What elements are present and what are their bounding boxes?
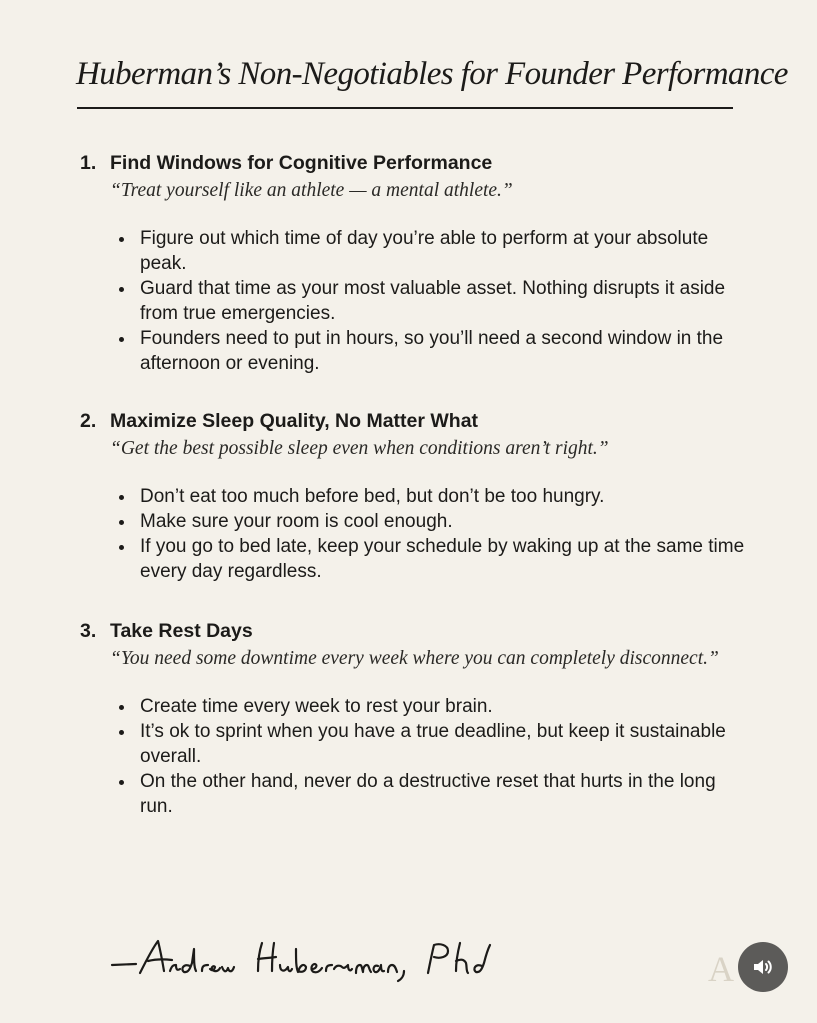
bullet-item bbox=[118, 226, 748, 276]
section-quote: “You need some downtime every week where you can completely disconnect.” bbox=[110, 648, 719, 669]
section-title: Find Windows for Cognitive Performance bbox=[110, 152, 493, 174]
bullet-text: Make sure your room is cool enough. bbox=[140, 511, 453, 532]
bullet-item bbox=[118, 484, 748, 509]
bullet-dot bbox=[119, 237, 124, 242]
bullet-text: Guard that time as your most valuable asset. Nothing disrupts it aside from true emergencies. bbox=[140, 278, 726, 324]
bullet-list bbox=[118, 694, 748, 819]
page-title: Huberman’s Non-Negotiables for Founder Performance bbox=[76, 56, 788, 92]
watermark-logo: A bbox=[708, 949, 734, 989]
section-number: 1. bbox=[80, 152, 97, 174]
bullet-item bbox=[118, 326, 748, 376]
bullet-text: Create time every week to rest your brain. bbox=[140, 696, 493, 717]
speaker-icon bbox=[751, 955, 775, 979]
section-heading bbox=[80, 618, 760, 644]
bullet-list bbox=[118, 484, 748, 584]
bullet-text: Founders need to put in hours, so you’ll need a second window in the afternoon or evening. bbox=[140, 328, 724, 374]
bullet-dot bbox=[119, 705, 124, 710]
bullet-item bbox=[118, 694, 748, 719]
section-heading bbox=[80, 408, 760, 434]
bullet-item bbox=[118, 534, 748, 584]
section-heading bbox=[80, 150, 760, 176]
bullet-item bbox=[118, 719, 748, 769]
section-title: Maximize Sleep Quality, No Matter What bbox=[110, 410, 479, 432]
bullet-text: If you go to bed late, keep your schedule by waking up at the same time every day regardless. bbox=[140, 536, 745, 582]
bullet-text: It’s ok to sprint when you have a true deadline, but keep it sustainable overall. bbox=[140, 721, 726, 767]
title-divider bbox=[77, 107, 733, 109]
bullet-dot bbox=[119, 545, 124, 550]
bullet-dot bbox=[119, 730, 124, 735]
bullet-item bbox=[118, 769, 748, 819]
audio-toggle-button[interactable] bbox=[738, 942, 788, 992]
bullet-text: On the other hand, never do a destructive reset that hurts in the long run. bbox=[140, 771, 716, 817]
bullet-text: Figure out which time of day you’re able to perform at your absolute peak. bbox=[140, 228, 709, 274]
bullet-item bbox=[118, 276, 748, 326]
section-3 bbox=[80, 618, 760, 819]
section-quote: “Get the best possible sleep even when conditions aren’t right.” bbox=[110, 438, 609, 459]
section-title: Take Rest Days bbox=[110, 620, 253, 642]
section-number: 2. bbox=[80, 410, 97, 432]
bullet-item bbox=[118, 509, 748, 534]
bullet-text: Don’t eat too much before bed, but don’t be too hungry. bbox=[140, 486, 605, 507]
bullet-dot bbox=[119, 495, 124, 500]
bullet-dot bbox=[119, 520, 124, 525]
bullet-dot bbox=[119, 337, 124, 342]
bullet-dot bbox=[119, 287, 124, 292]
signature bbox=[110, 935, 550, 985]
section-number: 3. bbox=[80, 620, 97, 642]
bullet-list bbox=[118, 226, 748, 376]
section-quote: “Treat yourself like an athlete — a mental athlete.” bbox=[110, 180, 513, 201]
section-1 bbox=[80, 150, 760, 376]
bullet-dot bbox=[119, 780, 124, 785]
section-2 bbox=[80, 408, 760, 584]
